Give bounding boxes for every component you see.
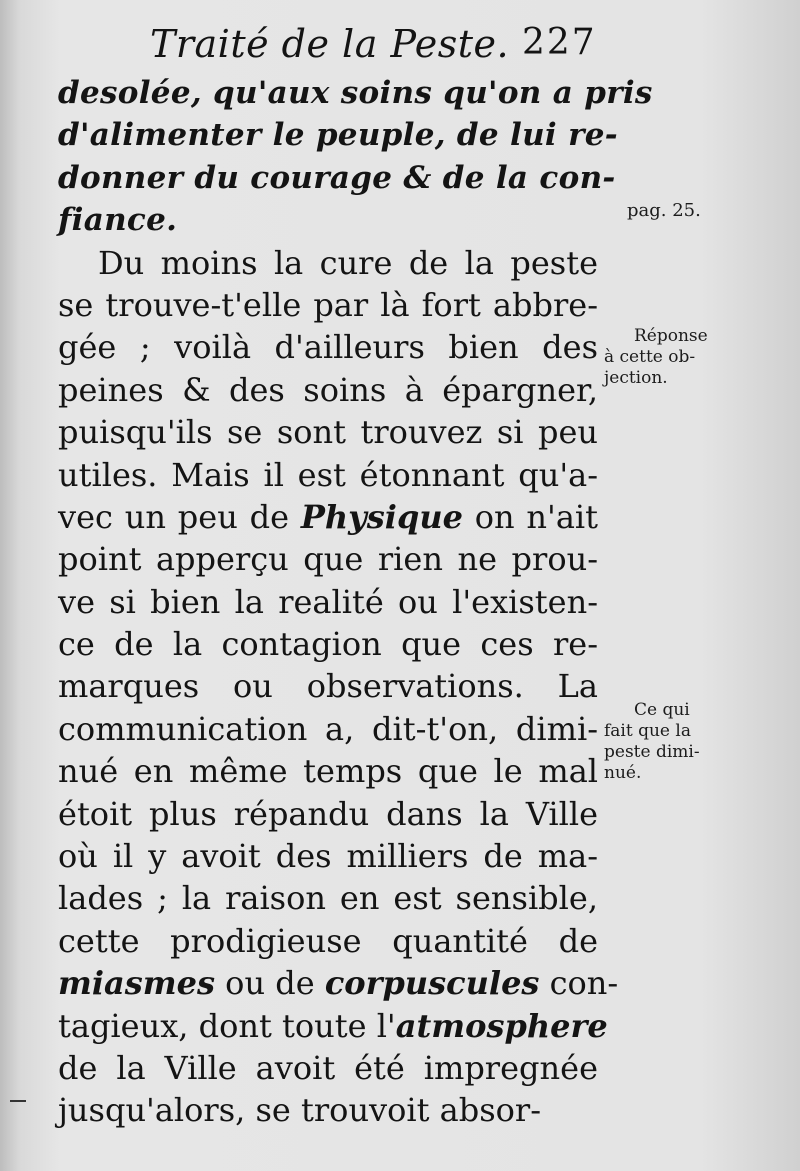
margin-note-line: Réponse (634, 326, 708, 346)
margin-note-page-ref (627, 200, 701, 221)
text-line: fiance. (58, 202, 178, 239)
text-line: gée ; voilà d'ailleurs bien des (58, 328, 598, 367)
text-line: jusqu'alors, se trouvoit absor- (58, 1091, 542, 1130)
text-line: ve si bien la realité ou l'existen- (58, 582, 598, 621)
text-line: nué en même temps que le mal (58, 752, 598, 791)
text-line: desolée, qu'aux soins qu'on a pris (58, 75, 653, 111)
margin-note-line: nué. (604, 763, 642, 783)
margin-note-line: peste dimi- (604, 742, 700, 762)
text-line: de la Ville avoit été impregnée (58, 1048, 598, 1087)
margin-note-line: Ce qui (634, 700, 690, 720)
margin-note-reponse (604, 326, 774, 389)
text-line: puisqu'ils se sont trouvez si peu (58, 413, 598, 452)
page-header (150, 22, 610, 78)
text-line: utiles. Mais il est étonnant qu'a- (58, 455, 598, 494)
text-line: miasmes ou de corpuscules con- (58, 964, 619, 1003)
text-line: cette prodigieuse quantité de (58, 921, 598, 960)
page-number: 227 (522, 22, 597, 63)
text-line: Du moins la cure de la peste (98, 243, 598, 282)
text-line: lades ; la raison en est sensible, (58, 879, 598, 918)
text-line: d'alimenter le peuple, de lui re- (58, 117, 618, 154)
text-line: peines & des soins à épargner, (58, 370, 598, 409)
text-line: marques ou observations. La (58, 667, 598, 706)
text-line: ce de la contagion que ces re- (58, 625, 598, 664)
margin-note-peste-diminue (604, 700, 774, 784)
margin-note-line: fait que la (604, 721, 691, 741)
margin-note-line: jection. (604, 368, 668, 388)
margin-dash (10, 1100, 26, 1102)
text-line: point apperçu que rien ne prou- (58, 540, 598, 579)
text-line: étoit plus répandu dans la Ville (58, 794, 598, 833)
text-line: se trouve-t'elle par là fort abbre- (58, 285, 598, 324)
running-title: Traité de la Peste. (150, 22, 510, 66)
text-line: tagieux, dont toute l'atmosphere (58, 1006, 608, 1045)
margin-note-line: à cette ob- (604, 347, 696, 367)
text-line: où il y avoit des milliers de ma- (58, 837, 598, 876)
margin-note-line: pag. 25. (627, 200, 701, 221)
text-line: vec un peu de Physique on n'ait (58, 497, 599, 536)
text-line: communication a, dit-t'on, dimi- (58, 709, 598, 748)
text-line: donner du courage & de la con- (58, 159, 616, 196)
